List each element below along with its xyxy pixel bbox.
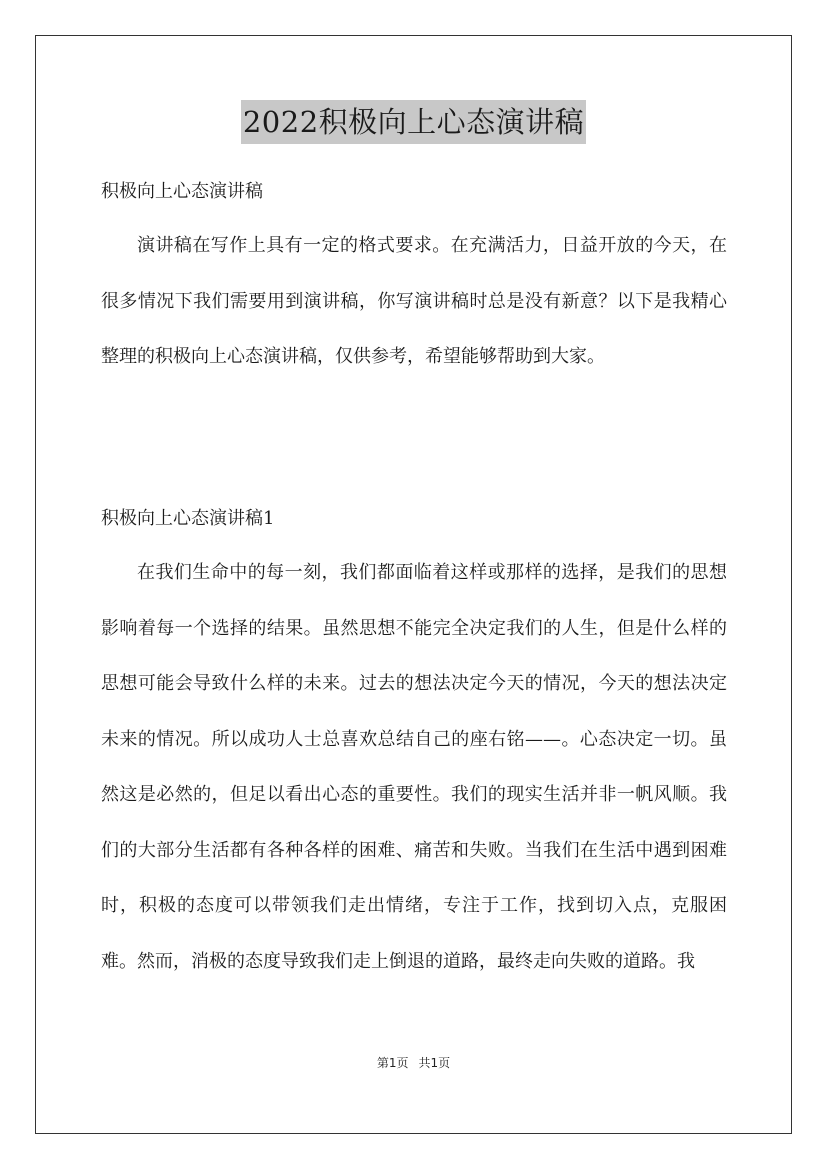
subheading: 积极向上心态演讲稿 <box>101 181 263 202</box>
page-number: 第1页 <box>376 1056 409 1070</box>
intro-paragraph: 演讲稿在写作上具有一定的格式要求。在充满活力，日益开放的今天，在很多情况下我们需要用到演讲稿，你写演讲稿时总是没有新意？以下是我精心整理的积极向上心态演讲稿，仅供参考，希望能够帮助到大家。 <box>101 235 727 367</box>
page-footer <box>0 1054 827 1071</box>
page-total: 共1页 <box>418 1056 451 1070</box>
title-container <box>0 100 827 144</box>
section-1-heading: 积极向上心态演讲稿1 <box>101 508 275 529</box>
document-title: 2022积极向上心态演讲稿 <box>241 100 586 144</box>
section-1-paragraph: 在我们生命中的每一刻，我们都面临着这样或那样的选择，是我们的思想影响着每一个选择的结果。虽然思想不能完全决定我们的人生，但是什么样的思想可能会导致什么样的未来。过去的想法决定今天的情况，今天的想法决定未来的情况。所以成功人士总喜欢总结自己的座右铭——。心态决定一切。虽然这是必然的，但足以看出心态的重要性。我们的现实生活并非一帆风顺。我们的大部分生活都有各种各样的困难、痛苦和失败。当我们在生活中遇到困难时，积极的态度可以带领我们走出情绪，专注于工作，找到切入点，克服困难。然而，消极的态度导致我们走上倒退的道路，最终走向失败的道路。我 <box>101 562 727 972</box>
